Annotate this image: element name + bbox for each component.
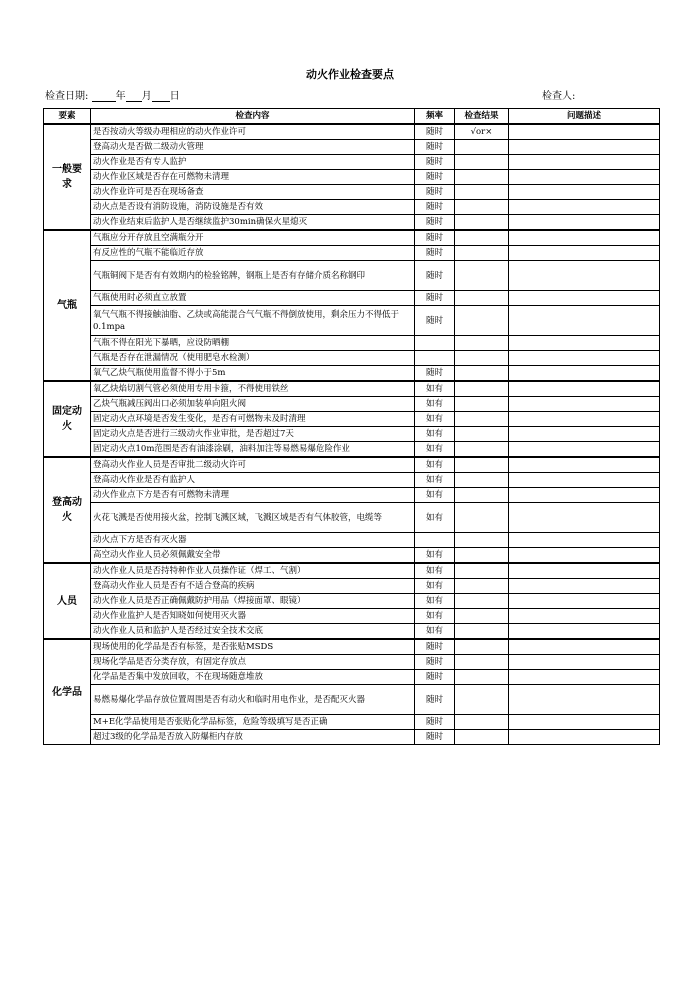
check-frequency: 随时 [415,246,455,261]
table-row [44,155,660,170]
problem-description-cell[interactable] [509,200,660,215]
check-content: M+E化学品使用是否张贴化学品标签，危险等级填写是否正确 [91,715,415,730]
check-result [455,594,509,609]
check-frequency: 随时 [415,170,455,185]
check-result [455,427,509,442]
problem-description-cell[interactable] [509,594,660,609]
table-row [44,412,660,427]
table-row [44,457,660,473]
check-content: 气瓶铜阀下是否有有效期内的检验铭牌，钢瓶上是否有存储介质名称钢印 [91,261,415,291]
table-row [44,427,660,442]
table-row [44,639,660,655]
check-frequency: 随时 [415,715,455,730]
problem-description-cell[interactable] [509,563,660,579]
check-content: 登高动火作业人员是否审批二级动火许可 [91,457,415,473]
check-frequency: 随时 [415,230,455,246]
check-frequency: 随时 [415,140,455,155]
check-result [455,670,509,685]
table-row [44,563,660,579]
check-result [455,685,509,715]
check-frequency: 如有 [415,397,455,412]
problem-description-cell[interactable] [509,624,660,640]
check-frequency: 如有 [415,548,455,564]
check-result [455,442,509,458]
table-row [44,261,660,291]
check-frequency: 随时 [415,185,455,200]
check-result [455,609,509,624]
check-result [455,246,509,261]
check-frequency: 随时 [415,124,455,140]
check-frequency: 如有 [415,427,455,442]
check-content: 氧气气瓶不得接触油脂、乙炔或高能混合气气瓶不得倒放使用，剩余压力不得低于0.1mpa [91,306,415,336]
problem-description-cell[interactable] [509,473,660,488]
check-content: 动火作业结束后监护人是否继续监护30min确保火星熄灭 [91,215,415,231]
check-content: 气瓶使用时必须直立放置 [91,291,415,306]
check-frequency [415,351,455,366]
table-row [44,685,660,715]
check-result [455,412,509,427]
table-row [44,306,660,336]
day-label: 日 [169,91,180,102]
check-frequency: 随时 [415,261,455,291]
check-frequency: 随时 [415,291,455,306]
check-content: 超过3级的化学品是否放入防爆柜内存放 [91,730,415,745]
table-row [44,246,660,261]
month-label: 月 [141,91,152,102]
table-row [44,579,660,594]
problem-description-cell[interactable] [509,230,660,246]
check-content: 固定动火点是否进行三级动火作业审批，是否超过7天 [91,427,415,442]
check-content: 易燃易爆化学品存放位置周围是否有动火和临时用电作业，是否配灭火器 [91,685,415,715]
check-frequency: 如有 [415,609,455,624]
problem-description-cell[interactable] [509,670,660,685]
check-frequency: 如有 [415,503,455,533]
check-frequency: 如有 [415,579,455,594]
check-result: √or× [455,124,509,140]
problem-description-cell[interactable] [509,215,660,231]
problem-description-cell[interactable] [509,412,660,427]
checklist-body [44,124,660,745]
table-row [44,351,660,366]
problem-description-cell[interactable] [509,457,660,473]
check-frequency [415,336,455,351]
page-title: 动火作业检查要点 [306,68,394,81]
check-content: 动火作业许可是否在现场备查 [91,185,415,200]
problem-description-cell[interactable] [509,366,660,382]
check-content: 乙炔气瓶减压阀出口必须加装单向阻火阀 [91,397,415,412]
check-result [455,473,509,488]
year-label: 年 [115,91,126,102]
problem-description-cell[interactable] [509,548,660,564]
problem-description-cell[interactable] [509,397,660,412]
problem-description-cell[interactable] [509,715,660,730]
check-result [455,261,509,291]
check-result [455,230,509,246]
header-description: 问题描述 [509,109,660,125]
check-result [455,185,509,200]
table-row [44,473,660,488]
inspection-date-line [45,87,180,102]
check-content: 化学品是否集中发放回收，不在现场随意堆放 [91,670,415,685]
check-result [455,291,509,306]
check-frequency: 如有 [415,381,455,397]
problem-description-cell[interactable] [509,246,660,261]
table-row [44,291,660,306]
table-row [44,548,660,564]
problem-description-cell[interactable] [509,442,660,458]
problem-description-cell[interactable] [509,306,660,336]
check-result [455,730,509,745]
check-frequency: 随时 [415,655,455,670]
check-content: 高空动火作业人员必须佩戴安全带 [91,548,415,564]
check-content: 是否按动火等级办理相应的动火作业许可 [91,124,415,140]
check-content: 氧乙炔焰切割气管必须使用专用卡箍，不得使用铁丝 [91,381,415,397]
check-result [455,397,509,412]
check-result [455,306,509,336]
header-frequency: 频率 [415,109,455,125]
check-result [455,381,509,397]
check-frequency: 如有 [415,442,455,458]
check-content: 动火点下方是否有灭火器 [91,533,415,548]
check-result [455,624,509,640]
problem-description-cell[interactable] [509,609,660,624]
check-frequency: 如有 [415,563,455,579]
check-content: 固定动火点环境是否发生变化，是否有可燃物未及时清理 [91,412,415,427]
header-result: 检查结果 [455,109,509,125]
check-content: 动火作业点下方是否有可燃物未清理 [91,488,415,503]
problem-description-cell[interactable] [509,533,660,548]
check-frequency: 随时 [415,215,455,231]
check-result [455,457,509,473]
table-row [44,200,660,215]
check-result [455,579,509,594]
check-result [455,215,509,231]
check-frequency: 随时 [415,670,455,685]
check-result [455,655,509,670]
check-content: 现场化学品是否分类存放，有固定存放点 [91,655,415,670]
problem-description-cell[interactable] [509,261,660,291]
problem-description-cell[interactable] [509,655,660,670]
table-row [44,503,660,533]
problem-description-cell[interactable] [509,170,660,185]
check-content: 固定动火点10m范围是否有油漆涂刷，油料加注等易燃易爆危险作业 [91,442,415,458]
section-element: 一般要求 [44,124,91,230]
check-frequency: 如有 [415,457,455,473]
table-row [44,215,660,231]
check-content: 登高动火作业人员是否有不适合登高的疾病 [91,579,415,594]
problem-description-cell[interactable] [509,124,660,140]
check-content: 现场使用的化学品是否有标签，是否张贴MSDS [91,639,415,655]
check-result [455,639,509,655]
check-result [455,155,509,170]
table-row [44,670,660,685]
check-frequency: 如有 [415,488,455,503]
check-result [455,336,509,351]
check-result [455,533,509,548]
check-content: 气瓶不得在阳光下暴晒，应设防晒棚 [91,336,415,351]
check-result [455,548,509,564]
problem-description-cell[interactable] [509,579,660,594]
check-content: 动火作业人员是否正确佩戴防护用品（焊接面罩、眼镜） [91,594,415,609]
table-row [44,609,660,624]
table-row [44,594,660,609]
check-content: 动火作业人员是否持特种作业人员操作证（焊工、气割） [91,563,415,579]
inspector-label: 检查人: [542,91,576,102]
table-row [44,488,660,503]
check-result [455,563,509,579]
year-blank [92,91,116,102]
header-content: 检查内容 [91,109,415,125]
check-content: 气瓶应分开存放且空满瓶分开 [91,230,415,246]
table-row [44,336,660,351]
check-result [455,200,509,215]
section-element: 登高动火 [44,457,91,563]
table-row [44,730,660,745]
check-content: 火花飞溅是否使用接火盆，控制飞溅区域，飞溅区域是否有气体胶管，电缆等 [91,503,415,533]
check-result [455,366,509,382]
problem-description-cell[interactable] [509,503,660,533]
check-content: 动火点是否设有消防设施，消防设施是否有效 [91,200,415,215]
section-element: 固定动火 [44,381,91,457]
table-row [44,185,660,200]
check-result [455,488,509,503]
table-row [44,230,660,246]
check-frequency [415,533,455,548]
problem-description-cell[interactable] [509,185,660,200]
problem-description-cell[interactable] [509,488,660,503]
table-row [44,624,660,640]
check-content: 氧气乙炔气瓶使用监督不得小于5m [91,366,415,382]
problem-description-cell[interactable] [509,336,660,351]
check-result [455,140,509,155]
check-content: 有反应性的气瓶不能临近存放 [91,246,415,261]
check-content: 动火作业监护人是否知晓如何使用灭火器 [91,609,415,624]
table-row [44,170,660,185]
inspection-checklist-table [43,108,660,745]
check-frequency: 随时 [415,730,455,745]
check-content: 气瓶是否存在泄漏情况（使用肥皂水检测） [91,351,415,366]
table-row [44,442,660,458]
section-element: 气瓶 [44,230,91,381]
section-element: 化学品 [44,639,91,745]
problem-description-cell[interactable] [509,140,660,155]
check-frequency: 如有 [415,412,455,427]
check-result [455,351,509,366]
check-frequency: 如有 [415,473,455,488]
table-row [44,533,660,548]
table-row [44,140,660,155]
table-row [44,381,660,397]
problem-description-cell[interactable] [509,381,660,397]
check-result [455,170,509,185]
check-frequency: 随时 [415,366,455,382]
problem-description-cell[interactable] [509,730,660,745]
problem-description-cell[interactable] [509,639,660,655]
check-content: 登高动火是否做二级动火管理 [91,140,415,155]
header-element: 要素 [44,109,91,125]
section-element: 人员 [44,563,91,639]
table-row [44,655,660,670]
table-row [44,366,660,382]
check-content: 登高动火作业是否有监护人 [91,473,415,488]
check-frequency: 随时 [415,685,455,715]
check-result [455,715,509,730]
check-frequency: 随时 [415,306,455,336]
problem-description-cell[interactable] [509,685,660,715]
day-blank [152,91,170,102]
problem-description-cell[interactable] [509,351,660,366]
check-frequency: 如有 [415,624,455,640]
table-row [44,715,660,730]
problem-description-cell[interactable] [509,427,660,442]
table-row [44,124,660,140]
date-label: 检查日期: [45,91,89,102]
check-content: 动火作业人员和监护人是否经过安全技术交底 [91,624,415,640]
check-frequency: 如有 [415,594,455,609]
check-content: 动火作业区域是否存在可燃物未清理 [91,170,415,185]
problem-description-cell[interactable] [509,291,660,306]
month-blank [126,91,142,102]
table-row [44,397,660,412]
check-frequency: 随时 [415,155,455,170]
check-content: 动火作业是否有专人监护 [91,155,415,170]
check-result [455,503,509,533]
check-frequency: 随时 [415,200,455,215]
problem-description-cell[interactable] [509,155,660,170]
check-frequency: 随时 [415,639,455,655]
